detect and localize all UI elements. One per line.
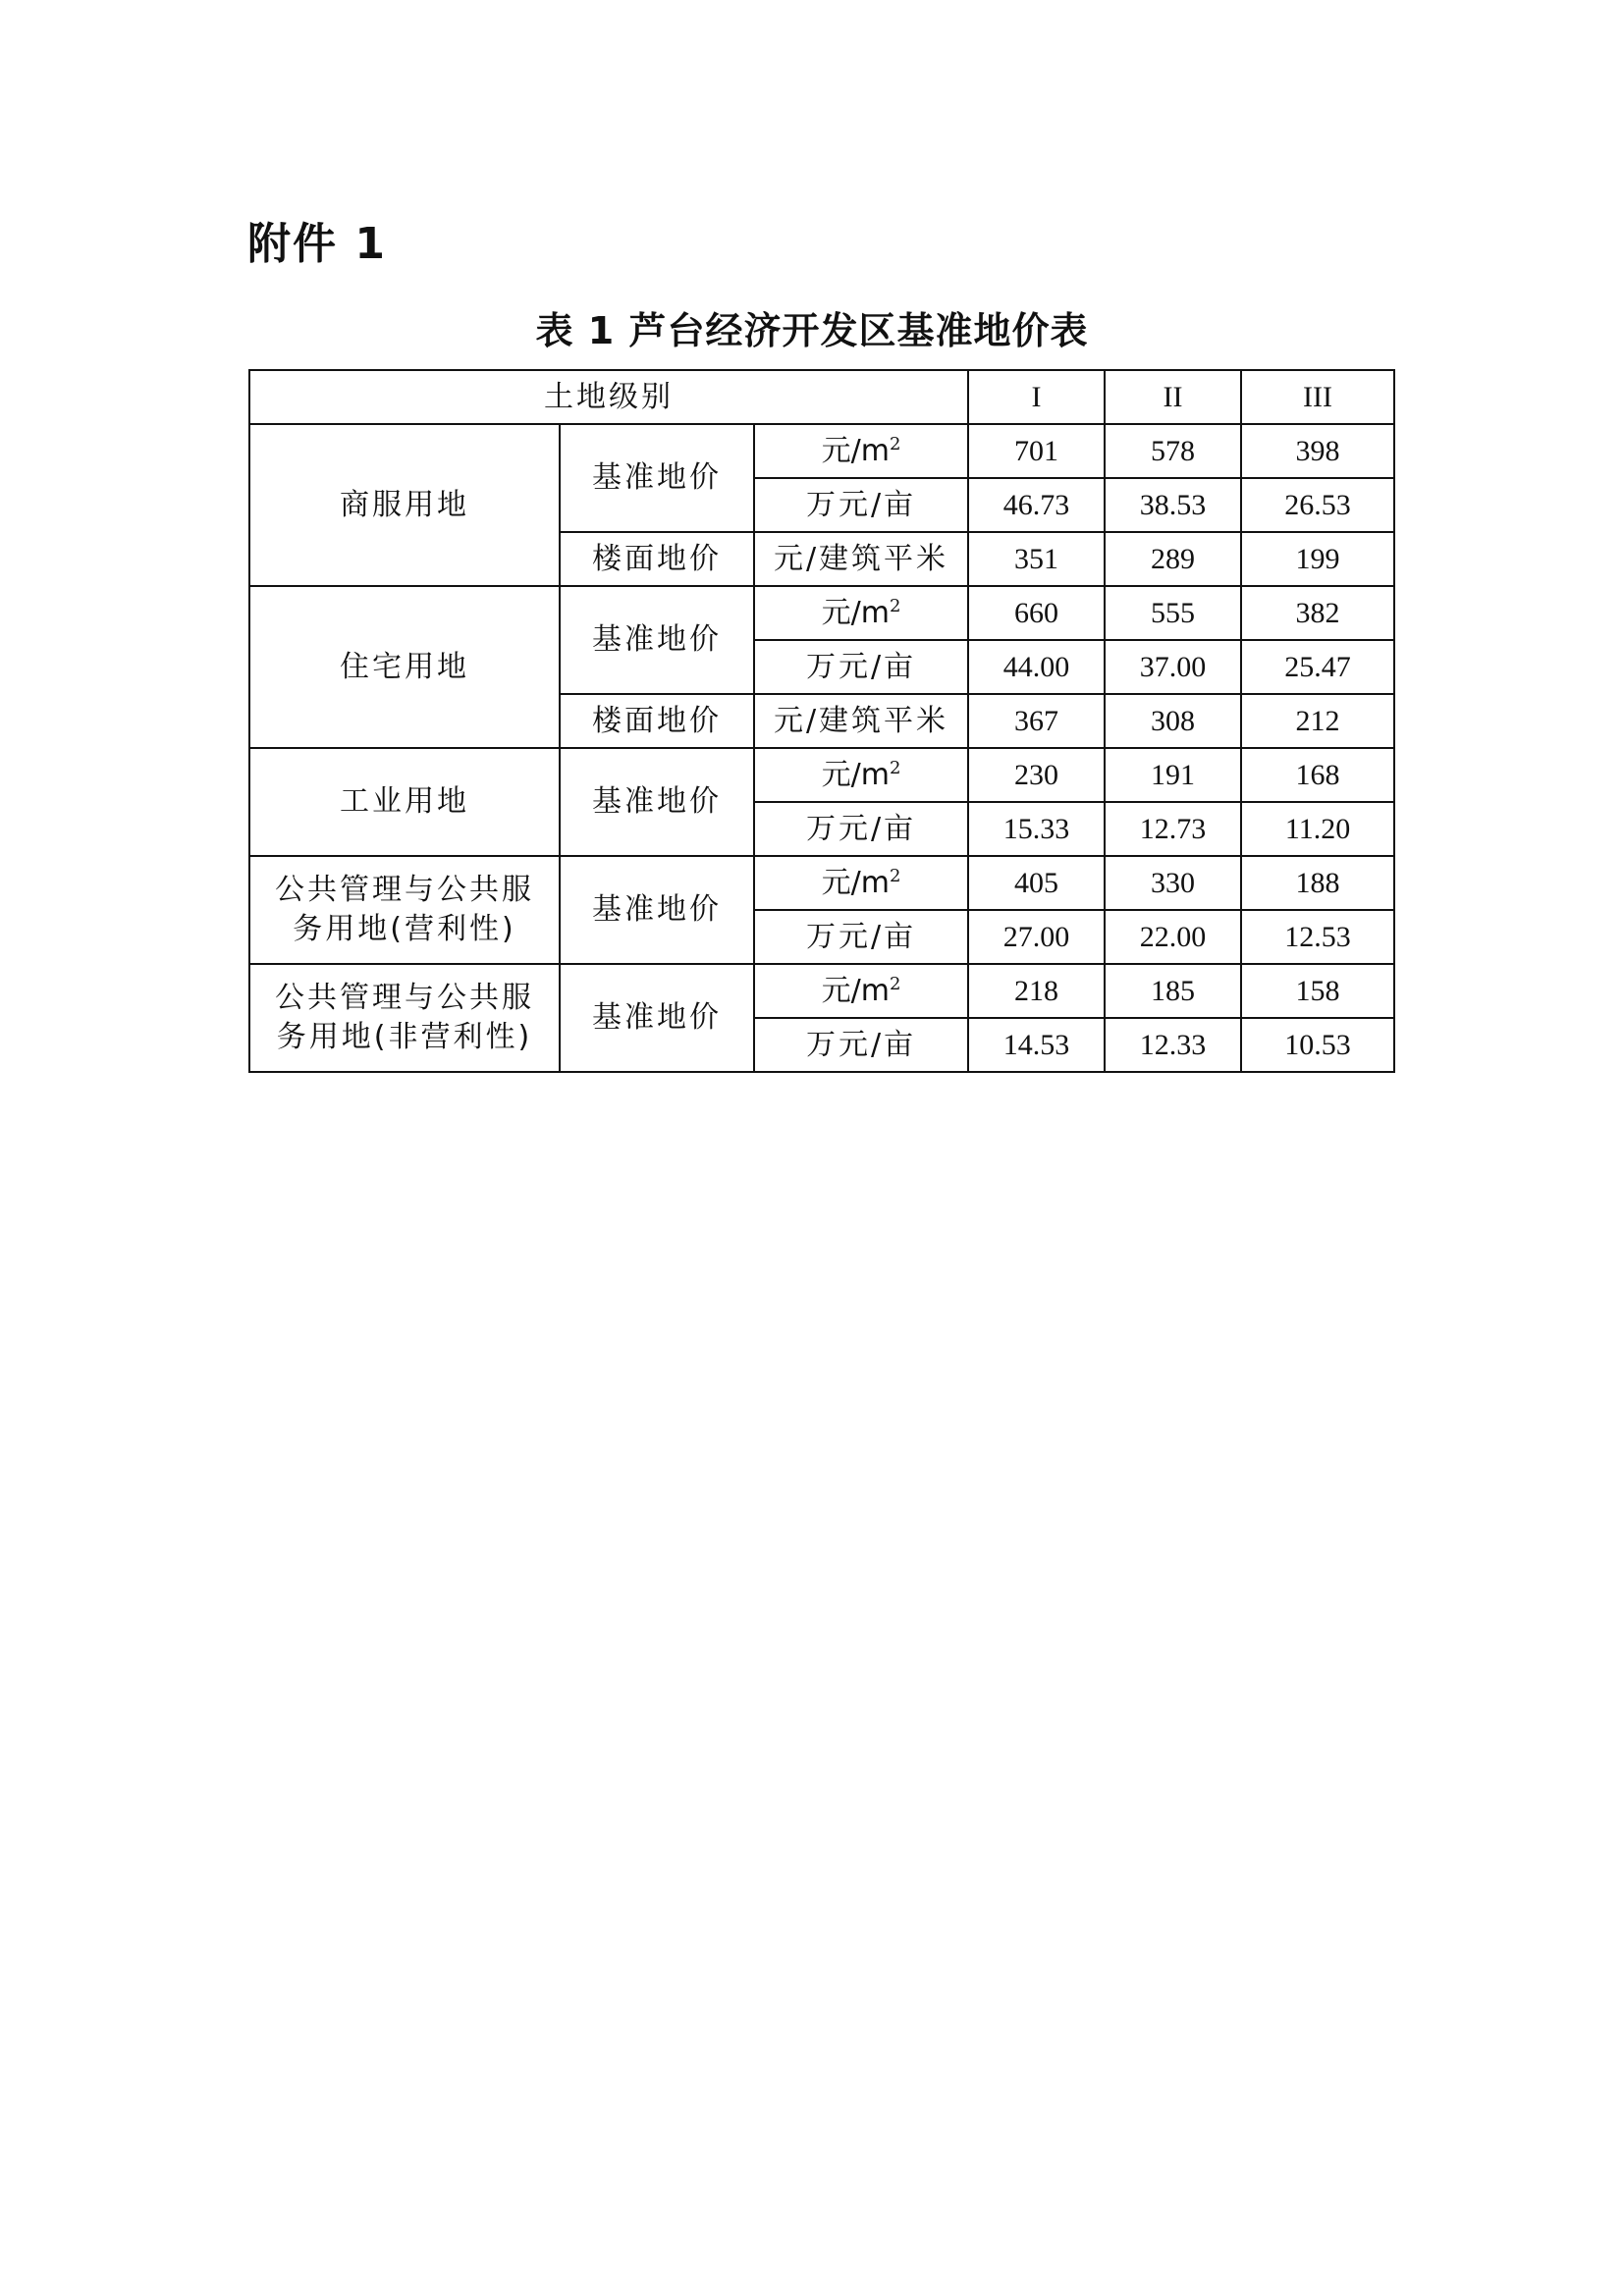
value-cell: 27.00 — [968, 910, 1105, 964]
category-industrial: 工业用地 — [249, 748, 560, 856]
price-type-base: 基准地价 — [560, 748, 754, 856]
value-cell: 158 — [1241, 964, 1394, 1018]
value-cell: 37.00 — [1105, 640, 1241, 694]
value-cell: 14.53 — [968, 1018, 1105, 1072]
header-land-grade: 土地级别 — [249, 370, 968, 424]
price-type-base: 基准地价 — [560, 856, 754, 964]
category-public-nonprofit — [249, 964, 560, 1072]
value-cell: 212 — [1241, 694, 1394, 748]
value-cell: 382 — [1241, 586, 1394, 640]
unit-yuan-per-m2: 元$/m^2$ — [754, 856, 968, 910]
value-cell: 218 — [968, 964, 1105, 1018]
value-cell: 351 — [968, 532, 1105, 586]
table-row — [249, 856, 1394, 910]
value-cell: 185 — [1105, 964, 1241, 1018]
value-cell: 367 — [968, 694, 1105, 748]
price-type-floor: 楼面地价 — [560, 694, 754, 748]
category-public-profit — [249, 856, 560, 964]
category-name-line: 务用地(营利性) — [293, 912, 516, 946]
category-name-line: 公共管理与公共服 — [275, 873, 534, 907]
unit-yuan-per-m2: 元$/m^2$ — [754, 748, 968, 802]
value-cell: 38.53 — [1105, 478, 1241, 532]
value-cell: 660 — [968, 586, 1105, 640]
value-cell: 12.73 — [1105, 802, 1241, 856]
header-grade-2: II — [1105, 370, 1241, 424]
category-name-line: 公共管理与公共服 — [275, 981, 534, 1015]
price-type-base: 基准地价 — [560, 586, 754, 694]
value-cell: 398 — [1241, 424, 1394, 478]
value-cell: 10.53 — [1241, 1018, 1394, 1072]
unit-wan-yuan-per-mu: 万元/亩 — [754, 640, 968, 694]
price-type-base: 基准地价 — [560, 964, 754, 1072]
value-cell: 26.53 — [1241, 478, 1394, 532]
table-header-row — [249, 370, 1394, 424]
value-cell: 330 — [1105, 856, 1241, 910]
unit-yuan-per-m2: 元$/m^2$ — [754, 586, 968, 640]
value-cell: 405 — [968, 856, 1105, 910]
value-cell: 289 — [1105, 532, 1241, 586]
table-row — [249, 748, 1394, 802]
table-row — [249, 964, 1394, 1018]
benchmark-land-price-table — [248, 369, 1395, 1073]
value-cell: 701 — [968, 424, 1105, 478]
unit-yuan-per-floor-m2: 元/建筑平米 — [754, 532, 968, 586]
unit-wan-yuan-per-mu: 万元/亩 — [754, 1018, 968, 1072]
value-cell: 15.33 — [968, 802, 1105, 856]
unit-wan-yuan-per-mu: 万元/亩 — [754, 802, 968, 856]
unit-yuan-per-m2: 元$/m^2$ — [754, 424, 968, 478]
value-cell: 308 — [1105, 694, 1241, 748]
value-cell: 555 — [1105, 586, 1241, 640]
price-type-base: 基准地价 — [560, 424, 754, 532]
table-row — [249, 586, 1394, 640]
attachment-label: 附件 1 — [247, 219, 387, 269]
value-cell: 578 — [1105, 424, 1241, 478]
value-cell: 168 — [1241, 748, 1394, 802]
category-commercial: 商服用地 — [249, 424, 560, 586]
category-name-line: 务用地(非营利性) — [276, 1020, 533, 1054]
header-grade-1: I — [968, 370, 1105, 424]
value-cell: 44.00 — [968, 640, 1105, 694]
table-row — [249, 424, 1394, 478]
unit-wan-yuan-per-mu: 万元/亩 — [754, 478, 968, 532]
value-cell: 188 — [1241, 856, 1394, 910]
value-cell: 11.20 — [1241, 802, 1394, 856]
value-cell: 12.53 — [1241, 910, 1394, 964]
value-cell: 199 — [1241, 532, 1394, 586]
price-type-floor: 楼面地价 — [560, 532, 754, 586]
unit-yuan-per-m2: 元$/m^2$ — [754, 964, 968, 1018]
table-title: 表 1 芦台经济开发区基准地价表 — [535, 309, 1089, 352]
unit-wan-yuan-per-mu: 万元/亩 — [754, 910, 968, 964]
value-cell: 12.33 — [1105, 1018, 1241, 1072]
value-cell: 46.73 — [968, 478, 1105, 532]
category-residential: 住宅用地 — [249, 586, 560, 748]
value-cell: 25.47 — [1241, 640, 1394, 694]
value-cell: 230 — [968, 748, 1105, 802]
unit-yuan-per-floor-m2: 元/建筑平米 — [754, 694, 968, 748]
value-cell: 191 — [1105, 748, 1241, 802]
header-grade-3: III — [1241, 370, 1394, 424]
value-cell: 22.00 — [1105, 910, 1241, 964]
